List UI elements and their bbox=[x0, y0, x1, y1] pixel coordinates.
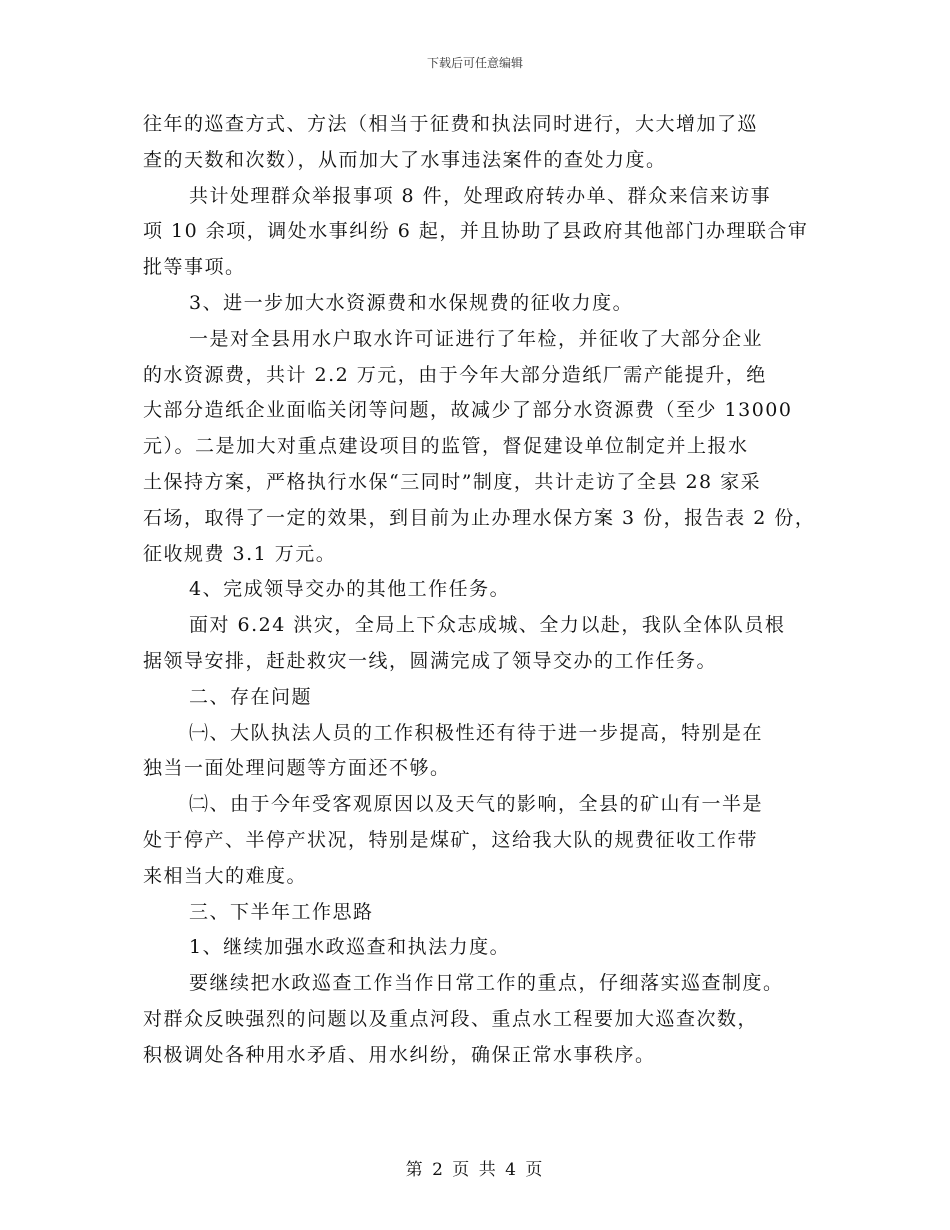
text-line: 3、进一步加大水资源费和水保规费的征收力度。 bbox=[189, 291, 634, 314]
text-line: 大部分造纸企业面临关闭等问题，故减少了部分水资源费（至少 13000 bbox=[143, 399, 793, 422]
page-header: 下载后可任意编辑 bbox=[426, 56, 523, 70]
text-line: 来相当大的难度。 bbox=[143, 864, 308, 887]
text-line: 元）。二是加大对重点建设项目的监管，督促建设单位制定并上报水 bbox=[143, 435, 749, 458]
page-number-footer: 第 2 页 共 4 页 bbox=[405, 1160, 545, 1180]
text-line: 共计处理群众举报事项 8 件，处理政府转办单、群众来信来访事 bbox=[189, 184, 772, 207]
text-line: 项 10 余项，调处水事纠纷 6 起，并且协助了县政府其他部门办理联合审 bbox=[143, 220, 809, 243]
text-line: ㈠、大队执法人员的工作积极性还有待于进一步提高，特别是在 bbox=[189, 721, 764, 744]
document-body bbox=[143, 107, 843, 1074]
text-line: ㈡、由于今年受客观原因以及天气的影响，全县的矿山有一半是 bbox=[189, 793, 764, 816]
text-line: 查的天数和次数），从而加大了水事违法案件的查处力度。 bbox=[143, 148, 667, 171]
text-line: 一是对全县用水户取水许可证进行了年检，并征收了大部分企业 bbox=[189, 327, 764, 350]
text-line: 独当一面处理问题等方面还不够。 bbox=[143, 757, 451, 780]
text-line: 石场，取得了一定的效果，到目前为止办理水保方案 3 份，报告表 2 份， bbox=[143, 506, 816, 529]
text-line: 的水资源费，共计 2.2 万元，由于今年大部分造纸厂需产能提升，绝 bbox=[143, 363, 767, 386]
text-line: 往年的巡查方式、方法（相当于征费和执法同时进行，大大增加了巡 bbox=[143, 113, 759, 135]
text-line: 1、继续加强水政巡查和执法力度。 bbox=[189, 936, 511, 959]
text-line: 对群众反映强烈的问题以及重点河段、重点水工程要加大巡查次数， bbox=[143, 1007, 759, 1030]
text-line: 积极调处各种用水矛盾、用水纠纷，确保正常水事秩序。 bbox=[143, 1043, 656, 1066]
text-line: 面对 6.24 洪灾，全局上下众志成城、全力以赴，我队全体队员根 bbox=[189, 614, 786, 637]
text-line: 据领导安排，赶赴救灾一线，圆满完成了领导交办的工作任务。 bbox=[143, 649, 718, 672]
text-line: 土保持方案，严格执行水保“三同时”制度，共计走访了全县 28 家采 bbox=[143, 470, 762, 493]
text-line: 批等事项。 bbox=[143, 256, 246, 279]
text-line: 三、下半年工作思路 bbox=[189, 900, 374, 923]
text-line: 4、完成领导交办的其他工作任务。 bbox=[189, 578, 511, 601]
text-line: 要继续把水政巡查工作当作日常工作的重点，仔细落实巡查制度。 bbox=[189, 972, 784, 995]
text-line: 二、存在问题 bbox=[189, 685, 313, 708]
text-line: 处于停产、半停产状况，特别是煤矿，这给我大队的规费征收工作带 bbox=[143, 828, 759, 851]
text-line: 征收规费 3.1 万元。 bbox=[143, 542, 337, 565]
